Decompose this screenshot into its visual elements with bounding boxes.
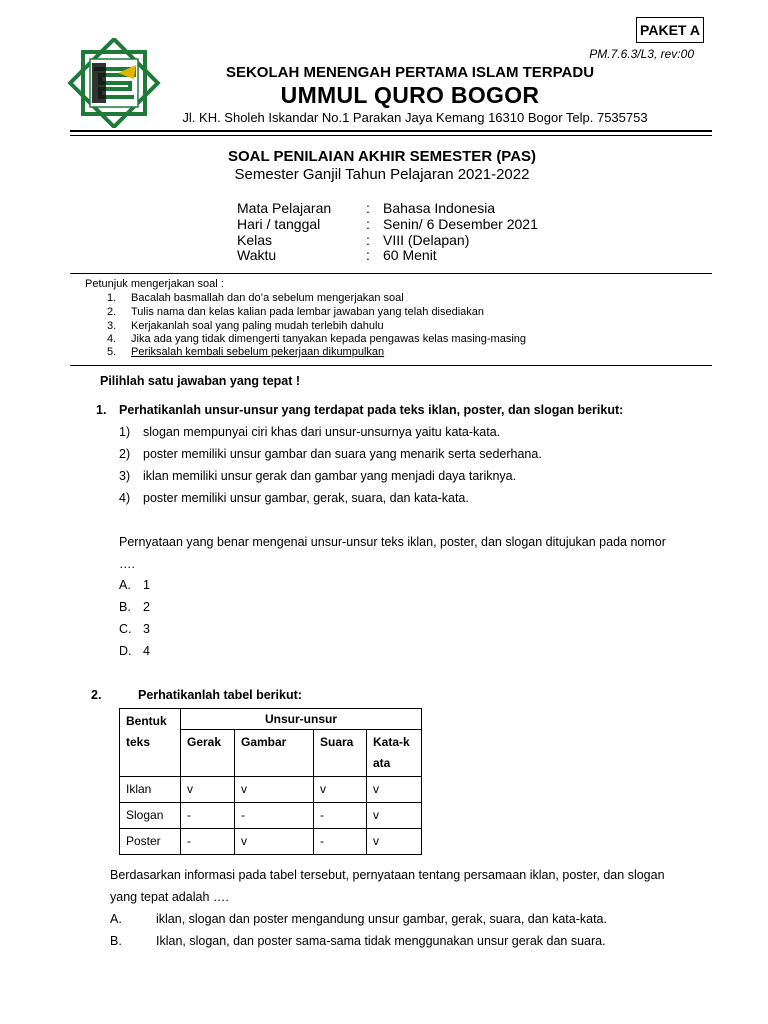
meta-colon: : (366, 216, 370, 232)
meta-value: VIII (Delapan) (383, 232, 470, 248)
meta-key: Waktu (237, 247, 277, 263)
school-address: Jl. KH. Sholeh Iskandar No.1 Parakan Jaya Kemang 16310 Bogor Telp. 7535753 (182, 110, 648, 125)
instruction-text: Periksalah kembali sebelum pekerjaan dikumpulkan (131, 346, 385, 358)
elements-table (119, 708, 422, 855)
instruction-num: 1. (107, 292, 117, 304)
statement-text: poster memiliki unsur gambar, gerak, suara, dan kata-kata. (143, 491, 469, 505)
meta-key: Hari / tanggal (237, 216, 321, 232)
instruction-item (107, 306, 484, 318)
instruction-item (107, 292, 404, 304)
option-b[interactable]: Iklan, slogan, dan poster sama-sama tidak menggunakan unsur gerak dan suara. (156, 934, 606, 948)
question-stem-2: yang tepat adalah …. (110, 890, 229, 904)
table-head-group: Unsur-unsur (181, 709, 422, 730)
table-cell: - (235, 803, 314, 829)
question-text: Perhatikanlah unsur-unsur yang terdapat pada teks iklan, poster, dan slogan berikut: (119, 403, 624, 417)
meta-value: Bahasa Indonesia (383, 200, 496, 216)
table-row (120, 803, 422, 829)
statement-text: poster memiliki unsur gambar dan suara yang menarik serta sederhana. (143, 447, 542, 461)
header-divider-thick (70, 130, 712, 132)
statement-text: iklan memiliki unsur gerak dan gambar yang menjadi daya tariknya. (143, 469, 517, 483)
instruction-text: Kerjakanlah soal yang paling mudah terlebih dahulu (131, 320, 384, 332)
statement-text: slogan mempunyai ciri khas dari unsur-unsurnya yaitu kata-kata. (143, 425, 501, 439)
statement-num: 3) (119, 469, 131, 483)
instruction-num: 4. (107, 333, 117, 345)
meta-key: Kelas (237, 232, 273, 248)
form-code: PM.7.6.3/L3, rev:00 (589, 47, 694, 61)
instruction-text: Tulis nama dan kelas kalian pada lembar jawaban yang telah disediakan (131, 306, 485, 318)
question-number: 1. (96, 403, 107, 417)
instruction-num: 2. (107, 306, 117, 318)
instruction-item (107, 346, 384, 358)
option-letter: B. (110, 934, 122, 948)
question-number: 2. (91, 688, 102, 702)
statement-num: 2) (119, 447, 131, 461)
table-cell: - (314, 803, 367, 829)
table-cell: Slogan (120, 803, 181, 829)
meta-colon: : (366, 232, 370, 248)
question-stem: Berdasarkan informasi pada tabel tersebut, pernyataan tentang persamaan iklan, poster, dan slogan (110, 868, 665, 882)
instruction-item (107, 333, 526, 345)
meta-colon: : (366, 247, 370, 263)
table-cell: v (235, 777, 314, 803)
instruction-num: 3. (107, 320, 117, 332)
instruction-text: Jika ada yang tidak dimengerti tanyakan kepada pengawas kelas masing-masing (131, 333, 527, 345)
question-stem-ellipsis: …. (119, 557, 135, 571)
option-letter: A. (119, 578, 131, 592)
instructions-bottom-divider (70, 365, 712, 366)
exam-subtitle: Semester Ganjil Tahun Pelajaran 2021-2022 (234, 166, 530, 183)
school-name-line1: SEKOLAH MENENGAH PERTAMA ISLAM TERPADU (225, 64, 595, 81)
option-a[interactable]: 1 (143, 578, 150, 592)
section-title: Pilihlah satu jawaban yang tepat ! (100, 374, 301, 388)
table-cell: Poster (120, 829, 181, 855)
school-logo (64, 38, 164, 128)
exam-title: SOAL PENILAIAN AKHIR SEMESTER (PAS) (227, 148, 537, 165)
table-cell: v (181, 777, 235, 803)
option-d[interactable]: 4 (143, 644, 150, 658)
meta-value: Senin/ 6 Desember 2021 (383, 216, 538, 232)
table-subhead: Kata-k ata (367, 730, 422, 777)
table-row (120, 829, 422, 855)
table-cell: Iklan (120, 777, 181, 803)
table-subhead: Suara (314, 730, 367, 777)
table-cell: v (314, 777, 367, 803)
instruction-num: 5. (107, 346, 117, 358)
table-cell: - (181, 803, 235, 829)
statement-num: 4) (119, 491, 131, 505)
meta-colon: : (366, 200, 370, 216)
option-c[interactable]: 3 (143, 622, 150, 636)
meta-value: 60 Menit (383, 247, 437, 263)
instructions-top-divider (70, 273, 712, 274)
table-cell: v (367, 829, 422, 855)
table-head-form: Bentuk teks (120, 709, 181, 777)
header-divider-thin (70, 135, 712, 136)
paket-label: PAKET A (636, 17, 704, 43)
table-cell: - (181, 829, 235, 855)
option-b[interactable]: 2 (143, 600, 150, 614)
table-subhead: Gerak (181, 730, 235, 777)
table-cell: - (314, 829, 367, 855)
meta-key: Mata Pelajaran (237, 200, 332, 216)
option-a[interactable]: iklan, slogan dan poster mengandung unsur gambar, gerak, suara, dan kata-kata. (156, 912, 607, 926)
instructions-title: Petunjuk mengerjakan soal : (85, 278, 224, 290)
question-text: Perhatikanlah tabel berikut: (138, 688, 302, 702)
table-cell: v (367, 803, 422, 829)
instruction-text: Bacalah basmallah dan do’a sebelum mengerjakan soal (131, 292, 404, 304)
table-cell: v (367, 777, 422, 803)
option-letter: A. (110, 912, 122, 926)
option-letter: D. (119, 644, 132, 658)
table-cell: v (235, 829, 314, 855)
instruction-item (107, 320, 384, 332)
option-letter: C. (119, 622, 132, 636)
option-letter: B. (119, 600, 131, 614)
school-name-line2: UMMUL QURO BOGOR (280, 82, 540, 108)
table-row (120, 777, 422, 803)
question-stem: Pernyataan yang benar mengenai unsur-unsur teks iklan, poster, dan slogan ditujukan pada nomor (119, 535, 666, 549)
table-subhead: Gambar (235, 730, 314, 777)
statement-num: 1) (119, 425, 131, 439)
